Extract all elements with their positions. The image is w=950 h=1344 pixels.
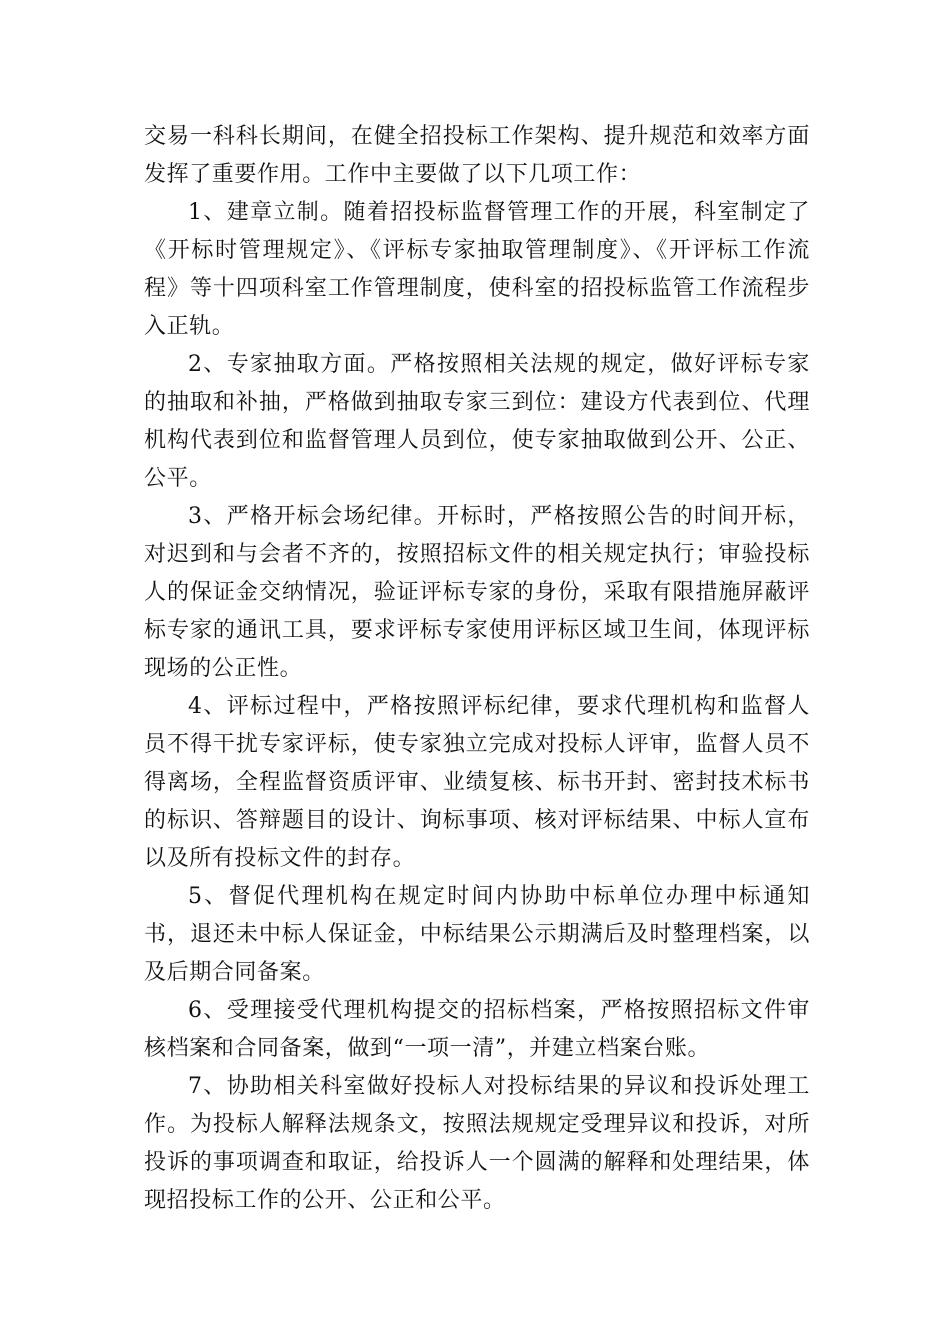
paragraph-item-2: 2、专家抽取方面。严格按照相关法规的规定，做好评标专家的抽取和补抽，严格做到抽取专家三到位：建设方代表到位、代理机构代表到位和监督管理人员到位，使专家抽取做到公开、公正、公平。 <box>144 352 810 491</box>
paragraph-item-6: 6、受理接受代理机构提交的招标档案，严格按照招标文件审核档案和合同备案，做到“一项一清”，并建立档案台账。 <box>144 998 810 1061</box>
paragraph-item-1: 1、建章立制。随着招投标监督管理工作的开展，科室制定了《开标时管理规定》、《评标专家抽取管理制度》、《开评标工作流程》等十四项科室工作管理制度，使科室的招投标监管工作流程步入正轨。 <box>144 200 810 339</box>
paragraph-item-5: 5、督促代理机构在规定时间内协助中标单位办理中标通知书，退还未中标人保证金，中标结果公示期满后及时整理档案，以及后期合同备案。 <box>144 884 810 985</box>
paragraph-item-4: 4、评标过程中，严格按照评标纪律，要求代理机构和监督人员不得干扰专家评标，使专家独立完成对投标人评审，监督人员不得离场，全程监督资质评审、业绩复核、标书开封、密封技术标书的标识、答辩题目的设计、询标事项、核对评标结果、中标人宣布以及所有投标文件的封存。 <box>144 694 810 871</box>
document-body <box>144 118 810 1220</box>
paragraph-item-7: 7、协助相关科室做好投标人对投标结果的异议和投诉处理工作。为投标人解释法规条文，按照法规规定受理异议和投诉，对所投诉的事项调查和取证，给投诉人一个圆满的解释和处理结果，体现招投标工作的公开、公正和公平。 <box>144 1074 810 1213</box>
paragraph-item-3: 3、严格开标会场纪律。开标时，严格按照公告的时间开标，对迟到和与会者不齐的，按照招标文件的相关规定执行；审验投标人的保证金交纳情况，验证评标专家的身份，采取有限措施屏蔽评标专家的通讯工具，要求评标专家使用评标区域卫生间，体现评标现场的公正性。 <box>144 504 810 681</box>
paragraph-intro: 交易一科科长期间，在健全招投标工作架构、提升规范和效率方面发挥了重要作用。工作中主要做了以下几项工作： <box>144 124 810 187</box>
